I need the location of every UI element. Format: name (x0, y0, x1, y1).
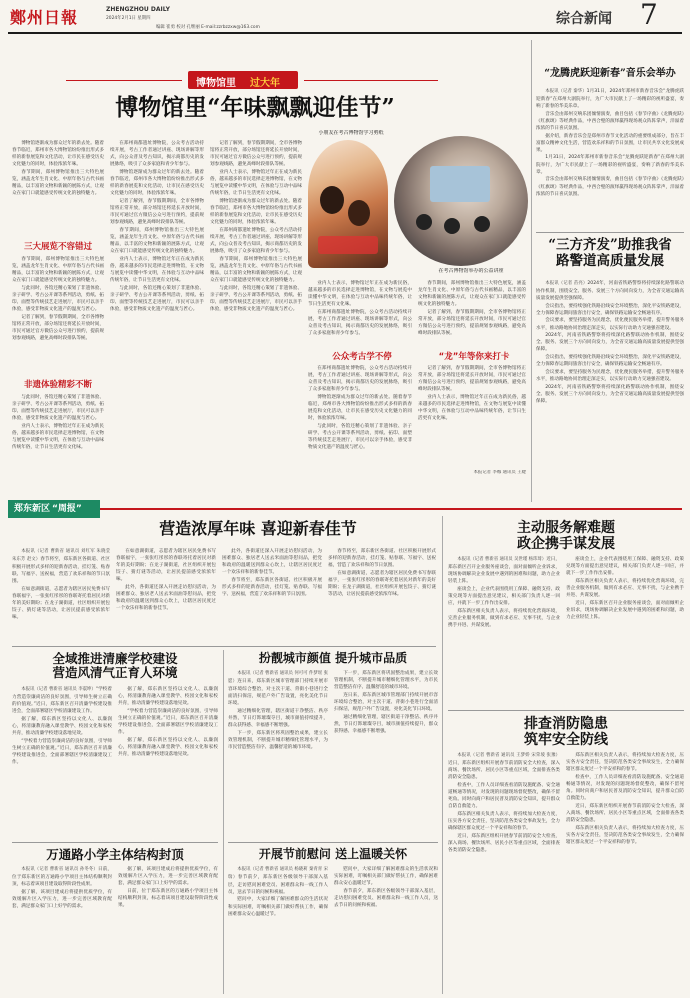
festival-col-4: 春节将至，郑东新区各街道、社区积极开展形式多样的迎新春活动，挂灯笼、贴春联、写福字、送祝福，营造了欢乐祥和的节日氛围。 在如意湖街道，志愿者为辖区居民免费书写春联福字，一张张红彤彤的春联寄托着居民对新年的美好期盼；在龙子湖街道，社区组织开展包饺子、猜灯谜等活动，让居民提前感受浓浓年味。 (328, 549, 436, 598)
cityview-title: 扮靓城市颜值 提升城市品质 (258, 651, 408, 665)
feature-col-1: 博物馆逐渐成为群众过年的新去处。随着春节临近，郑州市各大博物馆纷纷推出形式多样的新春展览和文化活动，让市民在感受历史文化魅力的同时，体验浓浓年味。 春节期间，郑州博物馆推出三大特色展览，涵盖龙年生肖文化、中原年俗与古代书画精品，以丰富的文物和新颖的展陈方式，让观众在家门口就能感受传统文化的独特魅力。 (12, 141, 104, 197)
service-col-1: 本报讯（记者 曹新省 通讯员 吴世瑾 杨玮琦）近日，郑东新区召开企业服务座谈会，面对面倾听企业诉求，现场协调解决企业发展中遇到的困难和问题，助力企业轻装上阵。 座谈会上，企业代表围绕用工保障、融资支持、政策兑现等方面提出意见建议，相关部门负责人逐一回应，并就下一步工作作出安排。 郑东新区相关负责人表示，将持续优化营商环境，完善企业服务机制，做到有求必应、无事不扰，与企业携手并进、共谋发展。 (448, 557, 560, 628)
cityview-col-2: 下一步，郑东新区将巩固整治成果，建立长效管理机制，不断提升城市精细化管理水平，为市民营造整洁有序、温馨舒适的城市环境。 连日来，郑东新区城市管理部门持续开展市容环境综合整治，对主次干道、背街小巷进行全面清扫保洁，规范户外广告设置，亮化美化节日环境。 通过精细化管理，辖区街道干净整洁、秩序井然，节日灯饰璀璨夺目，城市颜值持续提升，群众获得感、幸福感不断增强。 (334, 671, 438, 735)
fire-col-1: 本报讯（记者 曹新省 通讯员 王梦娇 宋荣坡 张豫）近日，郑东新区组织开展春节前消防安全大检查，深入商场、餐饮场所、居民小区等重点区域，全面排查各类消防安全隐患。 检查中，工作人员详细查看消防设施配备、安全通道畅通等情况，对发现的问题现场督促整改，确保不留死角。同时向商户和居民普及消防安全知识，提升群众自防自救能力。 郑东新区相关负责人表示，将持续加大检查力度，压实各方安全责任，坚决防范各类安全事故发生，全力确保辖区群众度过一个平安祥和的春节。 近日，郑东新区组织开展春节前消防安全大检查，深入商场、餐饮场所、居民小区等重点区域，全面排查各类消防安全隐患。 (448, 753, 560, 853)
dragon-body: 本报讯（记者 秦华）1月31日，2024年郑州市新春音乐会“龙腾虎跃迎新春”在郑州大剧院举行，为广大市民献上了一场精彩的视听盛宴，奏响了新春的华美乐章。 音乐会由郑州交响乐团倾情演奏，曲目包括《春节序曲》《龙腾虎跃》《红旗颂》等经典作品，中西合璧的演绎赢得现场观众阵阵掌声，洋溢着浓浓的节日喜庆氛围。 据介绍，新春音乐会是郑州市春节文化活动的重要组成部分，旨在丰富群众精神文化生活，营造欢乐祥和的节日氛围，让市民共享文化发展成果。 1月31日，2024年郑州市新春音乐会“龙腾虎跃迎新春”在郑州大剧院举行，为广大市民献上了一场精彩的视听盛宴，奏响了新春的华美乐章。 音乐会由郑州交响乐团倾情演奏，曲目包括《春节序曲》《龙腾虎跃》《红旗颂》等经典作品，中西合璧的演绎赢得现场观众阵阵掌声，洋溢着浓浓的节日喜庆氛围。 (536, 89, 684, 197)
zhengdong-badge-a: 郑东新区 (14, 504, 51, 514)
visit-title: 开展节前慰问 送上温暖关怀 (258, 847, 408, 861)
campus-col-2: 据了解，郑东新区坚持以文化人、以廉润心，将清廉教育融入课堂教学、校园文化和家校共育，推动清廉学校建设落地见效。 “学校着力营造崇廉尚洁的良好氛围，引导师生树立正确的价值观。”近日，郑东新区召开清廉学校建设推进会，全面部署辖区学校清廉建设工作。 据了解，郑东新区坚持以文化人、以廉润心，将清廉教育融入课堂教学、校园文化和家校共育，推动清廉学校建设落地见效。 (118, 687, 218, 758)
feature-sub-1: 三大展览不容错过 (23, 242, 92, 252)
feature-sub-3: 公众考古学不停 (332, 352, 392, 362)
sanfang-body: 本报讯（记者 苗亮）2024年，河南省铁路警察将持续深化路警联动协作机制，围绕安全、服务、发展三个方向同向发力，为全省交通运输高质量发展提供坚强保障。 会议指出，要持续强化铁路沿线安全环境整治，深化平安铁路建设，全力保障春运期间旅客出行安全，确保铁路运输安全畅通有序。 会议要求，要坚持服务为民理念，优化便民服务举措，提升警务服务水平，推动路地协同治理走深走实，以实际行动助力交通强省建设。 2024年，河南省铁路警察将持续深化路警联动协作机制，围绕安全、服务、发展三个方向同向发力，为全省交通运输高质量发展提供坚强保障。 会议指出，要持续强化铁路沿线安全环境整治，深化平安铁路建设，全力保障春运期间旅客出行安全，确保铁路运输安全畅通有序。 会议要求，要坚持服务为民理念，优化便民服务举措，提升警务服务水平，推动路地协同治理走深走实，以实际行动助力交通强省建设。 2024年，河南省铁路警察将持续深化路警联动协作机制，围绕安全、服务、发展三个方向同向发力，为全省交通运输高质量发展提供坚强保障。 (536, 281, 684, 405)
feature-title: 博物馆里“年味飘飘迎佳节” (115, 94, 395, 121)
campus-title: 全域推进清廉学校建设 营造风清气正育人环境 (52, 651, 178, 681)
paper-en: ZHENGZHOU DAILY (106, 6, 170, 13)
visit-col-2: 慰问中，大家详细了解困难群众的生活状况和实际困难，叮嘱相关部门做好帮扶工作，确保困难群众安心温暖过节。 春节前夕，郑东新区各级领导干部深入基层，走访慰问困难党员、困难群众和一线工作人员，送去节日的问候和祝福。 (334, 867, 438, 909)
editor-line: 编辑 崔勇 校对 孔继丽 E-mail:zzrbzzxw@163.com (156, 25, 260, 30)
school-col-1: 本报讯（记者 曹新省 通讯员 孙冬冬）日前，位于郑东新区的万通路小学项目主体结构顺利封顶，标志着该项目建设取得阶段性成果。 据了解，该项目建成后将提供优质学位，有效缓解片区入学压力，进一步完善区域教育配套，满足群众家门口上好学的需求。 (12, 867, 112, 909)
zhengdong-badge-b: “周报” (52, 504, 82, 514)
date-line: 2024年2月1日 星期四 (106, 16, 151, 21)
feature-col-4: 业内人士表示，博物馆过年正在成为新民俗，越来越多的市民选择走进博物馆，在文物与展览中读懂中华文明，在体验与互动中品味传统年俗，让节日生活更有文化味。 在郑州商都遗址博物院，公众考古活动持续开展，考古工作者通过讲座、现场讲解等形式，向公众普及考古知识，揭示商都历史的发展脉络，吸引了众多家庭和青少年参与。 (308, 281, 412, 337)
fire-col-2: 郑东新区相关负责人表示，将持续加大检查力度，压实各方安全责任，坚决防范各类安全事故发生，全力确保辖区群众度过一个平安祥和的春节。 检查中，工作人员详细查看消防设施配备、安全通道畅通等情况，对发现的问题现场督促整改，确保不留死角。同时向商户和居民普及消防安全知识，提升群众自防自救能力。 近日，郑东新区组织开展春节前消防安全大检查，深入商场、餐饮场所、居民小区等重点区域，全面排查各类消防安全隐患。 郑东新区相关负责人表示，将持续加大检查力度，压实各方安全责任，坚决防范各类安全事故发生，全力确保辖区群众度过一个平安祥和的春节。 (566, 753, 684, 846)
feature-col-6: 在郑州商都遗址博物院，公众考古活动持续开展，考古工作者通过讲座、现场讲解等形式，向公众普及考古知识，揭示商都历史的发展脉络，吸引了众多家庭和青少年参与。 博物馆逐渐成为群众过年的新去处。随着春节临近，郑州市各大博物馆纷纷推出形式多样的新春展览和文化活动，让市民在感受历史文化魅力的同时，体验浓浓年味。 与此同时，各馆还精心策划了非遗体验、亲子研学、考古公开课等系列活动，剪纸、拓印、面塑等传统技艺走进展厅，市民可以亲手体验，感受非物质文化遗产的温度与匠心。 (308, 366, 412, 451)
banner-text-a: 博物馆里 (196, 78, 236, 89)
service-title: 主动服务解难题 政企携手谋发展 (517, 520, 615, 553)
photo2-caption: 在考古博物馆举办的公益讲座 (438, 268, 504, 274)
sanfang-title: “三方齐发”助推我省 路警道高质量发展 (548, 237, 672, 269)
festival-col-1: 本报讯（记者 曹新省 通讯员 刘红军 朱晓莹 朱东芳 赵文）春节将至，郑东新区各街道、社区积极开展形式多样的迎新春活动，挂灯笼、贴春联、写福字、送祝福，营造了欢乐祥和的节日氛围。 在如意湖街道，志愿者为辖区居民免费书写春联福字，一张张红彤彤的春联寄托着居民对新年的美好期盼；在龙子湖街道，社区组织开展包饺子、猜灯谜等活动，让居民提前感受浓浓年味。 (12, 549, 110, 621)
feature-col-7: 记者了解到，春节假期期间，全市各博物馆将正常开放，部分场馆还将延长开放时间，市民可通过官方微信公众号进行预约，提前规划参观线路，避免高峰时段排队等候。 业内人士表示，博物馆过年正在成为新民俗，越来越多的市民选择走进博物馆，在文物与展览中读懂中华文明，在体验与互动中品味传统年俗，让节日生活更有文化味。 (418, 366, 526, 422)
feature-sub-4: “龙”年等你来打卡 (438, 352, 510, 362)
feature-sub-2: 非遗体验精彩不断 (23, 380, 92, 390)
feature-col-2: 在郑州商都遗址博物院，公众考古活动持续开展，考古工作者通过讲座、现场讲解等形式，向公众普及考古知识，揭示商都历史的发展脉络，吸引了众多家庭和青少年参与。 博物馆逐渐成为群众过年的新去处。随着春节临近，郑州市各大博物馆纷纷推出形式多样的新春展览和文化活动，让市民在感受历史文化魅力的同时，体验浓浓年味。 记者了解到，春节假期期间，全市各博物馆将正常开放，部分场馆还将延长开放时间，市民可通过官方微信公众号进行预约，提前规划参观线路，避免高峰时段排队等候。 春节期间，郑州博物馆推出三大特色展览，涵盖龙年生肖文化、中原年俗与古代书画精品，以丰富的文物和新颖的展陈方式，让观众在家门口就能感受传统文化的独特魅力。 业内人士表示，博物馆过年正在成为新民俗，越来越多的市民选择走进博物馆，在文物与展览中读懂中华文明，在体验与互动中品味传统年俗，让节日生活更有文化味。 与此同时，各馆还精心策划了非遗体验、亲子研学、考古公开课等系列活动，剪纸、拓印、面塑等传统技艺走进展厅，市民可以亲手体验，感受非物质文化遗产的温度与匠心。 (110, 141, 204, 313)
school-title: 万通路小学主体结构封顶 (46, 847, 184, 862)
festival-col-3: 此外，各街道还深入开展走访慰问活动，为困难群众、独居老人送去米面油等慰问品，把党和政府的温暖送到群众心坎上，让辖区居民度过一个欢乐祥和的新春佳节。 春节将至，郑东新区各街道、社区积极开展形式多样的迎新春活动，挂灯笼、贴春联、写福字、送祝福，营造了欢乐祥和的节日氛围。 (222, 549, 322, 598)
feature-col-3: 记者了解到，春节假期期间，全市各博物馆将正常开放，部分场馆还将延长开放时间，市民可通过官方微信公众号进行预约，提前规划参观线路，避免高峰时段排队等候。 业内人士表示，博物馆过年正在成为新民俗，越来越多的市民选择走进博物馆，在文物与展览中读懂中华文明，在体验与互动中品味传统年俗，让节日生活更有文化味。 博物馆逐渐成为群众过年的新去处。随着春节临近，郑州市各大博物馆纷纷推出形式多样的新春展览和文化活动，让市民在感受历史文化魅力的同时，体验浓浓年味。 在郑州商都遗址博物院，公众考古活动持续开展，考古工作者通过讲座、现场讲解等形式，向公众普及考古知识，揭示商都历史的发展脉络，吸引了众多家庭和青少年参与。 春节期间，郑州博物馆推出三大特色展览，涵盖龙年生肖文化、中原年俗与古代书画精品，以丰富的文物和新颖的展陈方式，让观众在家门口就能感受传统文化的独特魅力。 与此同时，各馆还精心策划了非遗体验、亲子研学、考古公开课等系列活动，剪纸、拓印、面塑等传统技艺走进展厅，市民可以亲手体验，感受非物质文化遗产的温度与匠心。 (210, 141, 302, 313)
photo-paper-cutting (308, 140, 388, 268)
service-col-2: 座谈会上，企业代表围绕用工保障、融资支持、政策兑现等方面提出意见建议，相关部门负责人逐一回应，并就下一步工作作出安排。 郑东新区相关负责人表示，将持续优化营商环境，完善企业服务机制，做到有求必应、无事不扰，与企业携手并进、共谋发展。 近日，郑东新区召开企业服务座谈会，面对面倾听企业诉求，现场协调解决企业发展中遇到的困难和问题，助力企业轻装上阵。 (566, 557, 684, 621)
feature-col-5: 春节期间，郑州博物馆推出三大特色展览，涵盖龙年生肖文化、中原年俗与古代书画精品，以丰富的文物和新颖的展陈方式，让观众在家门口就能感受传统文化的独特魅力。 记者了解到，春节假期期间，全市各博物馆将正常开放，部分场馆还将延长开放时间，市民可通过官方微信公众号进行预约，提前规划参观线路，避免高峰时段排队等候。 (418, 281, 526, 337)
feature-col-1b: 春节期间，郑州博物馆推出三大特色展览，涵盖龙年生肖文化、中原年俗与古代书画精品，以丰富的文物和新颖的展陈方式，让观众在家门口就能感受传统文化的独特魅力。 与此同时，各馆还精心策划了非遗体验、亲子研学、考古公开课等系列活动，剪纸、拓印、面塑等传统技艺走进展厅，市民可以亲手体验，感受非物质文化遗产的温度与匠心。 记者了解到，春节假期期间，全市各博物馆将正常开放，部分场馆还将延长开放时间，市民可通过官方微信公众号进行预约，提前规划参观线路，避免高峰时段排队等候。 (12, 257, 104, 342)
visit-col-1: 本报讯（记者 曹新省 通讯员 杨晓莉 秦青青 宋瑞）春节前夕，郑东新区各级领导干部深入基层，走访慰问困难党员、困难群众和一线工作人员，送去节日的问候和祝福。 慰问中，大家详细了解困难群众的生活状况和实际困难，叮嘱相关部门做好帮扶工作，确保困难群众安心温暖过节。 (228, 867, 328, 917)
banner-text-b: 过大年 (250, 78, 280, 89)
festival-col-2: 在如意湖街道，志愿者为辖区居民免费书写春联福字，一张张红彤彤的春联寄托着居民对新年的美好期盼；在龙子湖街道，社区组织开展包饺子、猜灯谜等活动，让居民提前感受浓浓年味。 此外，各街道还深入开展走访慰问活动，为困难群众、独居老人送去米面油等慰问品，把党和政府的温暖送到群众心坎上，让辖区居民度过一个欢乐祥和的新春佳节。 (116, 549, 216, 612)
page-number: 7 (640, 0, 658, 31)
school-col-2: 据了解，该项目建成后将提供优质学位，有效缓解片区入学压力，进一步完善区域教育配套，满足群众家门口上好学的需求。 日前，位于郑东新区的万通路小学项目主体结构顺利封顶，标志着该项目建设取得阶段性成果。 (118, 867, 218, 909)
feature-banner (188, 71, 298, 89)
festival-title: 营造浓厚年味 喜迎新春佳节 (159, 519, 357, 538)
logo: 鄭州日報 (10, 8, 79, 27)
zhengdong-badge (8, 500, 100, 518)
cityview-col-1: 本报讯（记者 曹新省 通讯员 何可可 件梦瑶 张愿）连日来，郑东新区城市管理部门持续开展市容环境综合整治，对主次干道、背街小巷进行全面清扫保洁，规范户外广告设置，亮化美化节日环境。 通过精细化管理，辖区街道干净整洁、秩序井然，节日灯饰璀璨夺目，城市颜值持续提升，群众获得感、幸福感不断增强。 下一步，郑东新区将巩固整治成果，建立长效管理机制，不断提升城市精细化管理水平，为市民营造整洁有序、温馨舒适的城市环境。 (228, 671, 328, 750)
section-title: 综合新闻 (556, 11, 612, 27)
feature-byline: 本报记者 李娜 通讯员 王婕 (473, 470, 526, 475)
photo-lecture (394, 136, 528, 266)
photo1-caption: 小朋友在考古博物馆学习剪纸 (318, 130, 384, 136)
campus-col-1: 本报讯（记者 曹新省 通讯员 李震坤）“学校着力营造崇廉尚洁的良好氛围，引导师生树立正确的价值观。”近日，郑东新区召开清廉学校建设推进会，全面部署辖区学校清廉建设工作。 据了解，郑东新区坚持以文化人、以廉润心，将清廉教育融入课堂教学、校园文化和家校共育，推动清廉学校建设落地见效。 “学校着力营造崇廉尚洁的良好氛围，引导师生树立正确的价值观。”近日，郑东新区召开清廉学校建设推进会，全面部署辖区学校清廉建设工作。 (12, 687, 112, 765)
dragon-title: “龙腾虎跃迎新春”音乐会举办 (544, 68, 676, 79)
fire-title: 排查消防隐患 筑牢安全防线 (524, 716, 608, 749)
feature-col-1c: 与此同时，各馆还精心策划了非遗体验、亲子研学、考古公开课等系列活动，剪纸、拓印、面塑等传统技艺走进展厅，市民可以亲手体验，感受非物质文化遗产的温度与匠心。 业内人士表示，博物馆过年正在成为新民俗，越来越多的市民选择走进博物馆，在文物与展览中读懂中华文明，在体验与互动中品味传统年俗，让节日生活更有文化味。 (12, 395, 104, 451)
